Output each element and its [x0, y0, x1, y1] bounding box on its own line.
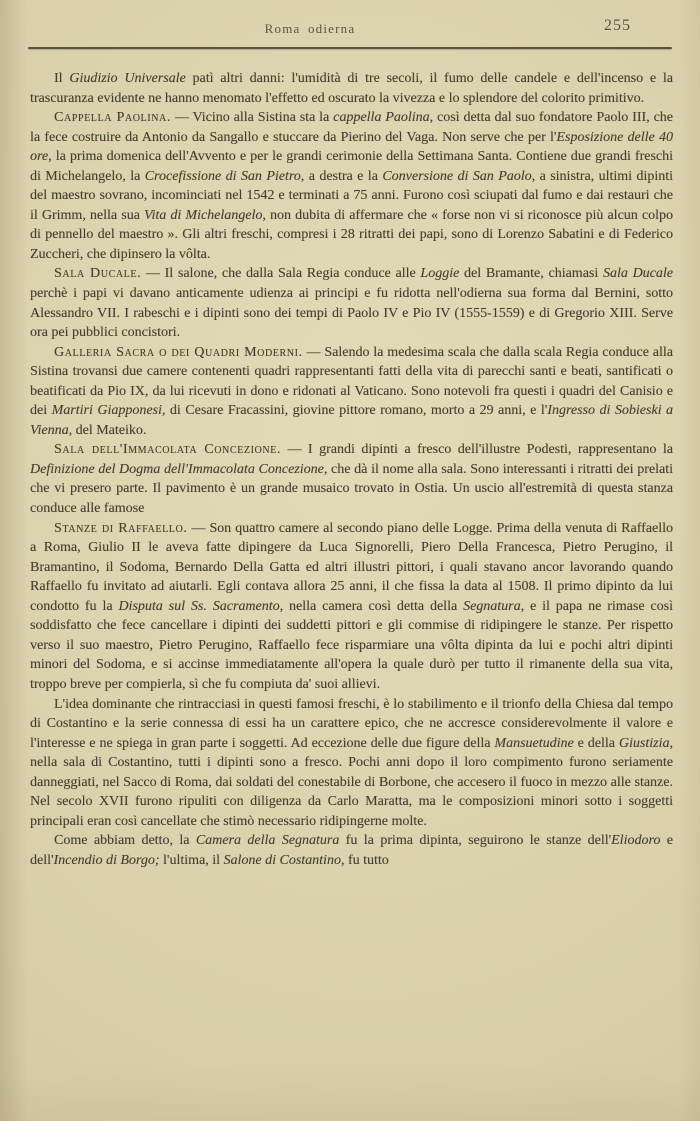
italic-text: Martiri Giapponesi: [51, 403, 162, 419]
paragraph: [30, 264, 673, 342]
body-text: patì altri danni: l'umidità di tre secoli, il fumo delle candele e dell'incenso e la trascuranza evidente ne hanno menomato l'effetto ed oscurato la vivezza e lo splendore del colorito primitivo.: [30, 71, 673, 106]
italic-text: Incendio di Borgo;: [53, 852, 160, 868]
body-text: , nella camera così detta della: [279, 598, 464, 614]
paragraph: [30, 440, 673, 518]
body-text: , nella sala di Costantino, tutti i dipinti sono a fresco. Pochi anni dopo il loro compimento furono seriamente danneggiati, nel Sacco di Roma, dai soldati del conestabile di Borbone, che accesero il fuoco in mezzo alle stanze. Nel secolo XVII furono ripuliti con diligenza da Carlo Maratta, ma le composizioni minori sotto i soggetti principali eran così cancellate che stimò necessario ridipingerne molte.: [30, 735, 673, 829]
italic-text: Salone di Costantino: [223, 852, 341, 868]
body-text: , così detta dal suo fondatore Paolo III, che la fece costruire da Antonio da Sangallo e stuccare da Pierino del Vaga. Non serve che per l': [30, 110, 673, 145]
header-rule: [28, 47, 672, 49]
page-body: [30, 69, 673, 870]
body-text: fu la prima dipinta, seguirono le stanze dell': [339, 833, 612, 849]
italic-text: cappella Paolina: [333, 110, 430, 126]
body-text: — Son quattro camere al secondo piano delle Logge. Prima della venuta di Raffaello a Roma, Giulio II le aveva fatte dipingere da Luca Signorelli, Piero Della Francesca, Pietro Perugino, il Bramantino, il Sodoma, Bernardo Della Gatta ed altri illustri pittori, i quali stavano ancor lavorando quando Raffaello fu invitato ad aiutarli. Egli contava allora 25 anni, il che fissa la data al 1508. Il primo dipinto da lui condotto fu la: [30, 520, 674, 614]
italic-text: Definizione del Dogma dell'Immacolata Concezione: [30, 461, 324, 477]
body-text: Il: [54, 71, 70, 86]
body-text: , a sinistra, ultimi dipinti del maestro sovrano, incominciati nel 1542 e terminati a 75 anni. Furono così sciupati dal fumo e dai restauri che il Grimm, nella sua: [30, 168, 673, 223]
body-text: Come abbiam detto, la: [54, 833, 196, 849]
paragraph: [30, 519, 673, 695]
body-text: perchè i papi vi davano anticamente udienza ai principi e fu ridotta nell'odierna sua forma dal Bernini, sotto Alessandro VII. I rabeschi e i dipinti sono dei tempi di Paolo IV e Pio IV (1555-1559) e di Gregorio XIII. Serve ora pei pubblici concistori.: [30, 286, 673, 341]
italic-text: Eliodoro: [611, 833, 661, 849]
paragraph: [30, 343, 673, 441]
body-text: e dell': [30, 833, 674, 868]
body-text: — Vicino alla Sistina sta la: [170, 110, 334, 126]
section-heading: Galleria Sacra o dei Quadri Moderni.: [54, 344, 303, 360]
body-text: — I grandi dipinti a fresco dell'illustre Podesti, rappresentano la: [280, 442, 673, 458]
italic-text: Mansuetudine: [494, 735, 574, 751]
body-text: — Salendo la medesima scala che dalla scala Regia conduce alla Sistina trovansi due camere contenenti quadri rappresentanti fatti della vita di parecchi santi e beati, santificati o beatificati da Pio IX, da lui ricevuti in dono e ridonati al Vaticano. Sono notevoli fra questi i quadri del Canisio e dei: [30, 344, 673, 419]
body-text: , fu tutto: [340, 852, 389, 868]
running-title: Roma odierna: [264, 21, 356, 36]
italic-text: Giustizia: [618, 735, 670, 751]
italic-text: Camera della Segnatura: [195, 833, 340, 849]
italic-text: Sala Ducale: [602, 266, 674, 282]
body-text: del Bramante, chiamasi: [459, 266, 603, 282]
italic-text: Ingresso di Sobieski a Vienna: [30, 403, 674, 438]
body-text: , del Mateiko.: [68, 422, 147, 438]
body-text: , di Cesare Fracassini, giovine pittore romano, morto a 29 anni, e l': [161, 403, 548, 419]
italic-text: Conversione di San Paolo: [382, 168, 532, 184]
paragraph: [30, 695, 673, 832]
body-text: , e il papa ne rimase così soddisfatto che fece cancellare i dipinti dei suddetti pittori e gli commise di ridipingere le stanze. Per rispetto verso il suo maestro, Pietro Perugino, Raffaello fece risparmiare una vôlta dipinta da lui e pochi altri dipinti minori del Sodoma, e si accinse immediatamente all'opera la quale durò per tutto il rimanente della sua vita, troppo breve per compierla, sì che fu compiuta da' suoi allievi.: [30, 598, 673, 692]
body-text: e della: [573, 735, 619, 751]
italic-text: Disputa sul Ss. Sacramento: [118, 598, 280, 614]
paragraph: [30, 831, 673, 870]
page-number: 255: [604, 17, 631, 34]
italic-text: Loggie: [420, 266, 460, 282]
italic-text: Crocefissione di San Pietro: [144, 168, 301, 184]
body-text: , la prima domenica dell'Avvento e per le grandi cerimonie della Settimana Santa. Contiene due grandi freschi di Michelangelo, la: [30, 149, 673, 184]
section-heading: Sala Ducale.: [54, 266, 142, 282]
section-heading: Stanze di Raffaello.: [54, 520, 188, 536]
paragraph: [30, 108, 673, 264]
italic-text: Vita di Michelangelo: [144, 207, 263, 223]
italic-text: Segnatura: [463, 598, 521, 614]
section-heading: Cappella Paolina.: [54, 110, 171, 126]
paragraph: [30, 69, 673, 108]
body-text: l'ultima, il: [159, 852, 224, 868]
section-heading: Sala dell'Immacolata Concezione.: [54, 442, 281, 458]
body-text: — Il salone, che dalla Sala Regia conduce alle: [141, 266, 421, 282]
body-text: , a destra e la: [300, 168, 383, 184]
italic-text: Giudizio Universale: [69, 71, 186, 86]
body-text: , che dà il nome alla sala. Sono interessanti i ritratti dei prelati che vi presero parte. Il pavimento è un grande musaico trovato in Ostia. Un uscio all'estremità di questa stanza conduce alle famose: [30, 461, 673, 517]
body-text: L'idea dominante che rintracciasi in questi famosi freschi, è lo stabilimento e il trionfo della Chiesa dal tempo di Costantino e la serie connessa di essi ha un carattere epico, che ne accresce considerevolmente il valore e l'interesse e ne spiega in gran parte i soggetti. Ad eccezione delle due figure della: [30, 696, 673, 751]
body-text: , non dubita di affermare che « forse non vi si riconosce più alcun colpo di pennello del maestro ». Gli altri freschi, compresi i 28 ritratti dei papi, sono di Lorenzo Sabatini e di Federico Zuccheri, che dipinsero la vôlta.: [30, 207, 673, 262]
italic-text: Esposizione delle 40 ore: [30, 129, 673, 165]
